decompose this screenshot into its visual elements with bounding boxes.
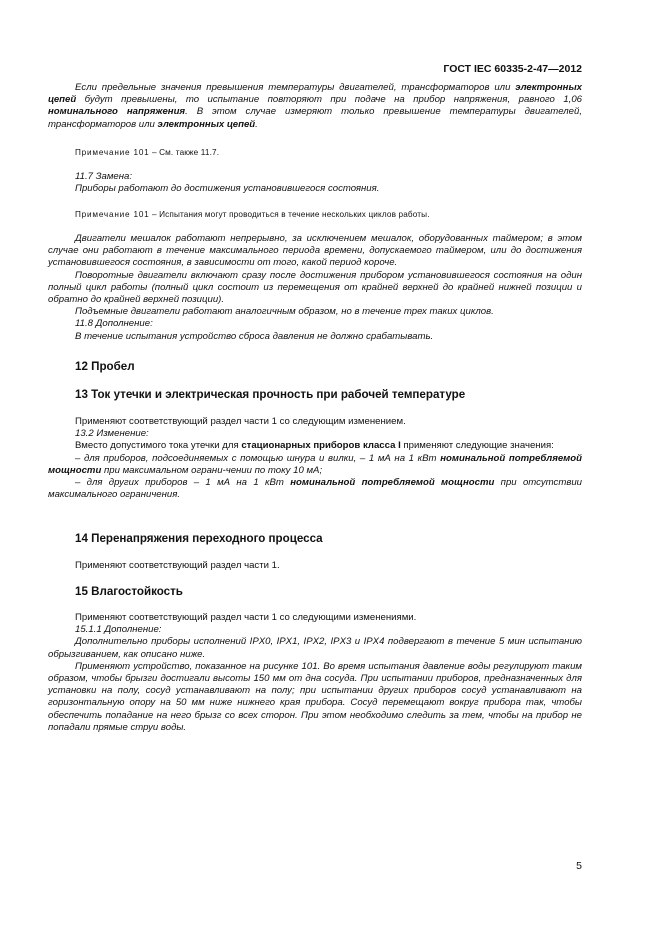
clause-11-7 [48,171,609,195]
section-15-title: 15 Влагостойкость [75,585,183,598]
splash-test-intro: Дополнительно приборы исполнений IPX0, IPX1, IPX2, IPX3 и IPX4 подвергают в течение 5 мин испытанию обрызгиванием, как описано ниже. [48,636,582,660]
clause-15-1-1-heading: 15.1.1 Дополнение: [75,624,162,636]
lift-motors-paragraph: Подъемные двигатели работают аналогичным образом, но в течение трех таких циклов. [75,306,494,318]
section-14-body: Применяют соответствующий раздел части 1. [75,560,280,571]
splash-test-procedure: Применяют устройство, показанное на рисунке 101. Во время испытания давление воды регулируют таким образом, чтобы брызги достигали высоты 150 мм от дна сосуда. При испытании приборов, предназначенных для установки на полу, сосуд устанавливают на полу; при испытании других приборов сосуд устанавливают на горизонтальную опору на 50 мм ниже нижнего края прибора. Сосуд перемещают вокруг прибора так, чтобы обеспечить попадание на него брызг со всех сторон. При этом необходимо следить за тем, чтобы на прибор не попадали прямые струи воды. [48,660,582,733]
section-13-title: 13 Ток утечки и электрическая прочность при рабочей температуре [75,388,466,401]
standard-header: ГОСТ IEC 60335-2-47—2012 [443,63,582,75]
note-101-a: Примечание 101 – См. также 11.7. [75,148,220,157]
section-14-title: 14 Перенапряжения переходного процесса [75,532,323,545]
clause-13-2-heading: 13.2 Изменение: [75,428,149,440]
pressure-relief-paragraph: В течение испытания устройство сброса давления не должно срабатывать. [75,330,434,342]
clause-11-8-heading: 11.8 Дополнение: [75,318,153,330]
mixer-motors-paragraph: Двигатели мешалок работают непрерывно, за исключением мешалок, оборудованных таймером; в этом случае они работают в течение максимального периода времени, допускаемого таймером, или до достижения установившегося состояния, в зависимости от того, какой период короче. [48,233,582,269]
note-101-b: Примечание 101 – Испытания могут проводиться в течение нескольких циклов работы. [75,210,430,219]
section-13-body: Применяют соответствующий раздел части 1 со следующим изменением. 13.2 Изменение: Вместо допустимого тока утечки для стационарных приборов класса I применяют следующие значения: – для приборов, подсоединяемых с помощью шнура и вилки, – 1 мА на 1 кВт номинальной потребляемой мощности при максимальном ограни-чении по току 10 мА; – для других приборов – 1 мА на 1 кВт номинальной потребляемой мощности при отсутствии максимального ограничения. [48,416,583,501]
rotary-motors-paragraph: Поворотные двигатели включают сразу после достижения прибором установившегося состояния на один полный цикл работы (полный цикл состоит из перемещения от крайней верхней до крайней нижней позиции и обратно до крайней верхней позиции). [48,269,582,306]
clause-11-7-heading: 11.7 Замена: [75,171,133,182]
motors-block [48,233,582,343]
page-number: 5 [576,860,582,872]
section-15-body: Применяют соответствующий раздел части 1 со следующими изменениями. 15.1.1 Дополнение: Дополнительно приборы исполнений IPX0, IPX1, IPX2, IPX3 и IPX4 подвергают в течение 5 мин испытанию обрызгиванием, как описано ниже. Применяют устройство, показанное на рисунке 101. Во время испытания давление воды регулируют таким образом, чтобы брызги достигали высоты 150 мм от дна сосуда. При испытании приборов, предназначенных для установки на полу, сосуд устанавливают на полу; при испытании других приборов сосуд устанавливают на горизонтальную опору на 50 мм ниже нижнего края прибора. Сосуд перемещают вокруг прибора так, чтобы обеспечить попадание на него брызг со всех сторон. При этом необходимо следить за тем, чтобы на прибор не попадали прямые струи воды. [48,612,582,733]
paragraph-overheat-retest: Если предельные значения превышения температуры двигателей, трансформаторов или электронных цепей будут превышены, то испытание повторяют при подаче на прибор напряжения, равного 1,06 номинального напряжения. В этом случае измеряют только превышение температуры двигателей, трансформаторов или электронных цепей. [48,82,582,130]
leakage-list-item-2: – для других приборов – 1 мА на 1 кВт номинальной потребляемой мощности при отсутствии максимального ограничения. [48,477,583,501]
section-12-title: 12 Пробел [75,360,135,373]
clause-11-7-text: Приборы работают до достижения установившегося состояния. [75,183,380,195]
leakage-list-item-1: – для приборов, подсоединяемых с помощью шнура и вилки, – 1 мА на 1 кВт номинальной потребляемой мощности при максимальном ограни-чении по току 10 мА; [48,452,583,476]
